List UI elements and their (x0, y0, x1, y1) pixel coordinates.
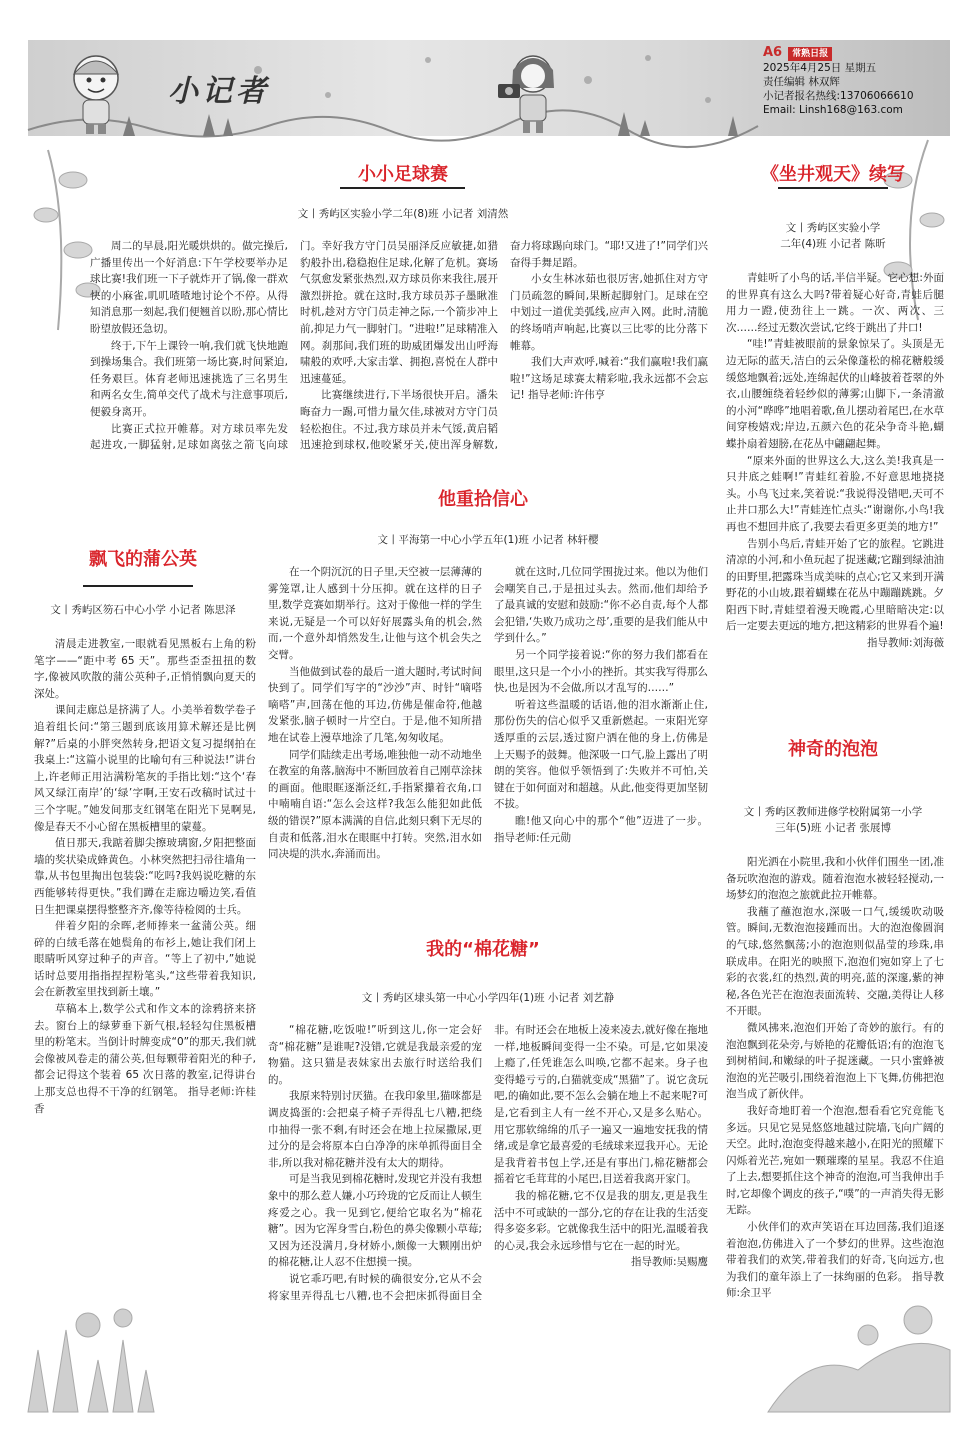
paragraph: 我们大声欢呼,喊着:“我们赢啦!我们赢啦!”这场足球赛太精彩啦,我永远都不会忘记! 指导老师:许伟亨 (510, 356, 708, 402)
paragraph: 我蘸了蘸泡泡水,深吸一口气,缓缓吹动吸管。瞬间,无数泡泡接踵而出。大的泡泡像圆润的气球,悠然飘荡;小的泡泡则似晶莹的珍珠,串联成串。在阳光的映照下,泡泡们宛如穿上了七彩的衣裳,红的热烈,黄的明亮,蓝的深邃,紫的神秘,各色光芒在泡泡表面流转、交融,美得让人移不开眼。 (726, 905, 944, 1018)
paragraph: 周二的早晨,阳光暖烘烘的。做完操后,广播里传出一个好消息:下午学校要举办足球比赛!我们班一下子就炸开了锅,像一群欢快的小麻雀,叽叽喳喳地讨论个不停。从得知消息那一刻起,我们便翘首以盼,那心情比盼望放假还急切。 (90, 240, 288, 335)
paragraph: “棉花糖,吃饭啦!”听到这儿,你一定会好奇“棉花糖”是谁呢?没错,它就是我最亲爱的宠物猫。这只猫是表妹家出去旅行时送给我们的。 (268, 1024, 482, 1086)
frog-byline-reporter: 二年(4)班 小记者 陈昕 (780, 238, 886, 250)
paragraph: 清晨走进教室,一眼就看见黑板右上角的粉笔字——“距中考 65 天”。那些歪歪扭扭的数字,像被风吹散的蒲公英种子,正悄悄飘向夏天的深处。 (34, 638, 256, 700)
paragraph: 值日那天,我踮着脚尖擦玻璃窗,夕阳把整面墙的奖状染成蜂黄色。小林突然把扫帚往墙角一靠,从书包里掏出包装袋:“吃吗?我妈说吃糖的东西能够转得更快。”我们蹲在走廊边嚼边笑,看值日生把课桌摆得整整齐齐,像等待检阅的士兵。 (34, 837, 256, 916)
section-masthead: 小记者 (168, 74, 270, 109)
paragraph: 我原来特别讨厌猫。在我印象里,猫咪都是调皮捣蛋的:会把桌子椅子弄得乱七八糟,把绕巾抽得一张不剩,有时还会在地上拉屎撒尿,更过分的是会将原本白白净净的床单抓得面目全非,所以我对棉花糖并没有太大的期待。 (268, 1090, 482, 1169)
paragraph: 说它乖巧吧,有时候的确很安分,它从不会将家里弄得乱七八糟,也不会把床抓得面目全非。有时还会在地板上凌来凌去,就好像在拖地一样,地板瞬间变得一尘不染。可是,它如果凌上瘾了,任凭谁怎么叫唤,它都不起来。身子也变得蜷亏亏的,白猫就变成“黑猫”了。说它贪玩吧,的确如此,要不怎么会躺在地上不起来呢?可是,它看到主人有一丝不开心,又是多么贴心。用它那软绵绵的爪子一遍又一遍地安抚我的情绪,或是拿它最喜爱的毛绒球来逗我开心。无论是我背着书包上学,还是有事出门,棉花糖都会摇着它毛茸茸的小尾巴,目送着我离开家门。 (268, 1024, 708, 1302)
paragraph: 当他做到试卷的最后一道大题时,考试时间快到了。同学们写字的“沙沙”声、时针“嘀嗒嘀嗒”声,回荡在他的耳边,仿佛是催命符,他越发紧张,脑子顿时一片空白。于是,他不知所措地在试卷上漫草地涂了几笔,匆匆收尾。 (268, 665, 482, 744)
contact-email: Email: Linsh168@163.com (763, 104, 903, 116)
paragraph: 在一个阴沉沉的日子里,天空被一层薄薄的雾笼罩,让人感到十分压抑。就在这样的日子里,数学竞赛如期举行。这对于像他一样的学生来说,无疑是一个可以好好展露头角的机会,然而,一个意外却悄然发生,让他与这个机会失之交臂。 (268, 566, 482, 661)
confidence-byline: 文丨平海第一中心小学五年(1)班 小记者 林轩樱 (377, 534, 599, 546)
paragraph: 告别小鸟后,青蛙开始了它的旅程。它跳进清凉的小河,和小鱼玩起了捉迷藏;它蹦到绿油油的田野里,把露珠当成美味的点心;它又来到开满野花的小山坡,跟着蝴蝶在花丛中蹦蹦跳跳。夕阳西下时,青蛙望着漫天晚霞,心里暗暗决定:以后一定要去更远的地方,把这精彩的世界看个遍! (726, 537, 944, 633)
paragraph: 小女生林冰茹也很厉害,她抓住对方守门员疏忽的瞬间,果断起脚射门。足球在空中划过一道优美弧线,应声入网。此时,清脆的终场哨声响起,比赛以三比零的比分落下帷幕。 (510, 273, 708, 352)
frog-teacher: 指导教师:刘海薇 (866, 637, 944, 650)
candy-byline: 文丨秀屿区埭头第一中心小学四年(1)班 小记者 刘艺静 (361, 992, 615, 1004)
title-underline (340, 187, 465, 189)
title-underline (778, 187, 888, 189)
bubble-article-title: 神奇的泡泡 (788, 739, 878, 760)
issue-info (763, 46, 948, 117)
responsible-editor: 责任编辑 林双辉 (763, 76, 840, 88)
paragraph: 草稿本上,数学公式和作文本的涂鸦挤来挤去。窗台上的绿萝垂下新气根,轻轻勾住黑板槽里的粉笔末。当倒计时牌变成“0”的那天,我们就会像被风卷走的蒲公英,但每颗带着阳光的种子,都会记得这个装着 65 次日落的教室,记得讲台上那支总也得不干净的红钢笔。 指导老师:许桂香 (34, 1003, 256, 1115)
candy-article-title: 我的“棉花糖” (426, 939, 540, 960)
issue-date: 2025年4月25日 星期五 (763, 62, 877, 74)
frog-byline-school: 文丨秀屿区实验小学 (785, 222, 881, 234)
bubble-byline-school: 文丨秀屿区教师进修学校附属第一小学 (743, 806, 923, 818)
paragraph: 我的棉花糖,它不仅是我的朋友,更是我生活中不可或缺的一部分,它的存在让我的生活变得多姿多彩。它就像我生活中的阳光,温暖着我的心灵,我会永远珍惜与它在一起的时光。 (494, 1189, 708, 1252)
bubble-byline-reporter: 三年(5)班 小记者 张展博 (774, 822, 892, 834)
paragraph: 比赛正式拉开帷幕。对方球员率先发起进攻,一脚猛射,足球如离弦之箭飞向球门。幸好我方守门员吴丽泽反应敏捷,如猎豹般扑出,稳稳抱住足球,化解了危机。赛场气氛愈发紧张热烈,双方球员你来我往,展开激烈拼抢。就在这时,我方球员苏子墨瞅准时机,趁对方守门员走神之际,一个箭步冲上前,抑足力气一脚射门。“进啦!”足球精准入网。刹那间,我们班的助威团爆发出山呼海啸般的欢呼,大家击掌、拥抱,喜悦在人群中迅速蔓延。 (90, 240, 498, 452)
paragraph: 就在这时,几位同学围拢过来。他以为他们会嘲笑自己,于是扭过头去。然而,他们却给予了最真诚的安慰和鼓励:“你不必自责,每个人都会犯错,‘失败乃成功之母’,重要的是我们能从中学到什么。” (494, 566, 708, 645)
page-header (28, 40, 950, 136)
paragraph: 听着这些温暖的话语,他的泪水渐渐止住,那份伤失的信心似乎又重新燃起。一束阳光穿透厚重的云层,透过窗户洒在他的身上,仿佛是上天赐予的鼓舞。他深吸一口气,脸上露出了明朗的笑容。他似乎领悟到了:失败并不可怕,关键在于如何面对和超越。从此,他变得更加坚韧不拔。 (494, 698, 708, 811)
candy-teacher: 指导教师:吴赐鹰 (630, 1256, 708, 1269)
football-body (90, 238, 708, 460)
paragraph: 比赛继续进行,下半场很快开启。潘朱晦奋力一踢,可惜力量欠佳,球被对方守门员轻松抱住。不过,我方球员并未气馁,黄启韬迅速抢到球权,他咬紧牙关,使出浑身解数,奋力将球踢向球门。“耶!又进了!”同学们兴奋得手舞足蹈。 (300, 240, 708, 452)
candy-body (268, 1022, 708, 1340)
confidence-article-title: 他重拾信心 (438, 489, 528, 510)
dandelion-article-title: 飘飞的蒲公英 (89, 549, 197, 570)
dandelion-byline: 文丨秀屿区笏石中心小学 小记者 陈思泽 (50, 604, 236, 616)
paragraph: 课间走廊总是挤满了人。小美举着数学卷子追着组长问:“第三题到底该用算术解还是比例解?”后桌的小胖突然转身,把语文复习提纲拍在我桌上:“这篇小说里的比喻句有三种说法!”讲台上,许老师正用沾满粉笔灰的手指比划:“这个‘春风又绿江南岸’的‘绿’字啊,王安石改稿时试过十三个字呢。”她发间那支红钢笔在阳光下晃啊晃,像是春天不小心留在黑板槽里的蒙蔓。 (34, 704, 256, 833)
paragraph: 青蛙听了小鸟的话,半信半疑。它心想:外面的世界真有这么大吗?带着疑心好奇,青蛙后腿用力一蹬,使劲往上一跳。一次、两次、三次……经过无数次尝试,它终于跳出了井口! (726, 272, 944, 334)
football-article-title: 小小足球赛 (358, 164, 448, 185)
title-underline (83, 585, 193, 587)
signup-hotline: 小记者报名热线:13706066610 (763, 90, 914, 102)
paragraph: 同学们陆续走出考场,唯独他一动不动地坐在教室的角落,脑海中不断回放着自己刚草涂抹的画面。他眼眶逐渐泛红,手指紧攥着衣角,口中喃喃自语:“怎么会这样?我怎么能犯如此低级的错误?”原本满满的自信,此刻只剩下无尽的自责和低落,泪水在眼眶中打转。突然,泪水如同决堤的洪水,奔涌而出。 (268, 748, 482, 861)
paragraph: 另一个同学接着说:“你的努力我们都看在眼里,这只是一个小小的挫折。其实我写得那么快,也是因为不会做,所以才乱写的……” (494, 648, 708, 695)
frog-article-title: 《坐井观天》续写 (761, 164, 905, 185)
paragraph: “哇!”青蛙被眼前的景象惊呆了。头顶是无边无际的蓝天,洁白的云朵像蓬松的棉花糖般缓缓悠地飘着;远处,连绵起伏的山峰披着苍翠的外衣,山腰缠绕着轻纱似的薄雾;山脚下,一条清澈的小河“哗哗”地唱着歌,鱼儿摆动着尾巴,在水草间穿梭嬉戏;岸边,五颜六色的花朵争奇斗艳,蝴蝶扑扇着翅膀,在花丛中翩翩起舞。 (726, 338, 944, 450)
paragraph: 终于,下午上课铃一响,我们就飞快地跑到操场集合。我们班第一场比赛,时间紧迫,任务艰巨。体育老师迅速挑选了三名男生和两名女生,简单交代了战术与注意事项后,便毅身离开。 (90, 339, 288, 418)
paragraph: 伴着夕阳的余晖,老师捧来一盆蒲公英。细碎的白绒毛落在她鬓角的布衫上,她让我们闭上眼睛听风穿过种子的声音。“等上了初中,”她说话时总要用指指捏捏粉笔头,“这些带着我知识,会在新教室里找到新土壤。” (34, 920, 256, 999)
paragraph: 小伙伴们的欢声笑语在耳边回荡,我们追逐着泡泡,仿佛进入了一个梦幻的世界。这些泡泡带着我们的欢笑,带着我们的好奇,飞向远方,也为我们的童年添上了一抹绚丽的色彩。 指导教师:余卫平 (726, 1221, 944, 1300)
paragraph: 阳光洒在小院里,我和小伙伴们围坐一团,准备玩吹泡泡的游戏。随着泡泡水被轻轻搅动,一场梦幻的泡泡之旅就此拉开帷幕。 (726, 856, 944, 902)
page-number: A6 (763, 45, 783, 60)
frog-body (726, 270, 944, 710)
newspaper-page (28, 40, 950, 1412)
paragraph: 我好奇地盯着一个泡泡,想看看它究竟能飞多远。只见它晃晃悠悠地越过院墙,飞向广阔的天空。此时,泡泡变得越来越小,在阳光的照耀下闪烁着光芒,宛如一颗璀璨的星星。我忍不住追了上去,想要抓住这个神奇的泡泡,可当我伸出手时,它却像个调皮的孩子,“噗”的一声消失得无影无踪。 (726, 1104, 944, 1217)
paragraph: 微风拂来,泡泡们开始了奇妙的旅行。有的泡泡飘到花朵旁,与娇艳的花瓣低语;有的泡泡飞到树梢间,和嫩绿的叶子捉迷藏。一只小蜜蜂被泡泡的光芒吸引,围绕着泡泡上下飞舞,仿佛把泡泡当成了新伙伴。 (726, 1021, 944, 1101)
paragraph: 可是当我见到棉花糖时,发现它并没有我想象中的那么惹人嫌,小巧玲珑的它反而让人顿生疼爱之心。我一见到它,便给它取名为“棉花糖”。因为它浑身雪白,粉色的鼻尖像颗小草莓;又因为还没满月,身材娇小,颇像一大颗刚出炉的棉花糖,让人忍不住想摸一摸。 (268, 1173, 482, 1269)
paragraph: 瞧!他又向心中的那个“他”迈进了一步。 指导老师:任元勋 (494, 814, 708, 844)
paragraph: “原来外面的世界这么大,这么美!我真是一只井底之蛙啊!”青蛙红着脸,不好意思地挠挠头。小鸟飞过来,笑着说:“我说得没错吧,天可不止井口那么大!”青蛙连忙点头:“谢谢你,小鸟!我再也不想回井底了,我要去看更多更美的地方!” (726, 454, 944, 533)
dandelion-body (34, 636, 256, 1342)
newspaper-logo: 常熟日报 (788, 47, 832, 61)
bubble-body (726, 854, 944, 1300)
football-byline: 文丨秀屿区实验小学二年(8)班 小记者 刘清然 (297, 208, 509, 220)
confidence-body (268, 564, 708, 904)
